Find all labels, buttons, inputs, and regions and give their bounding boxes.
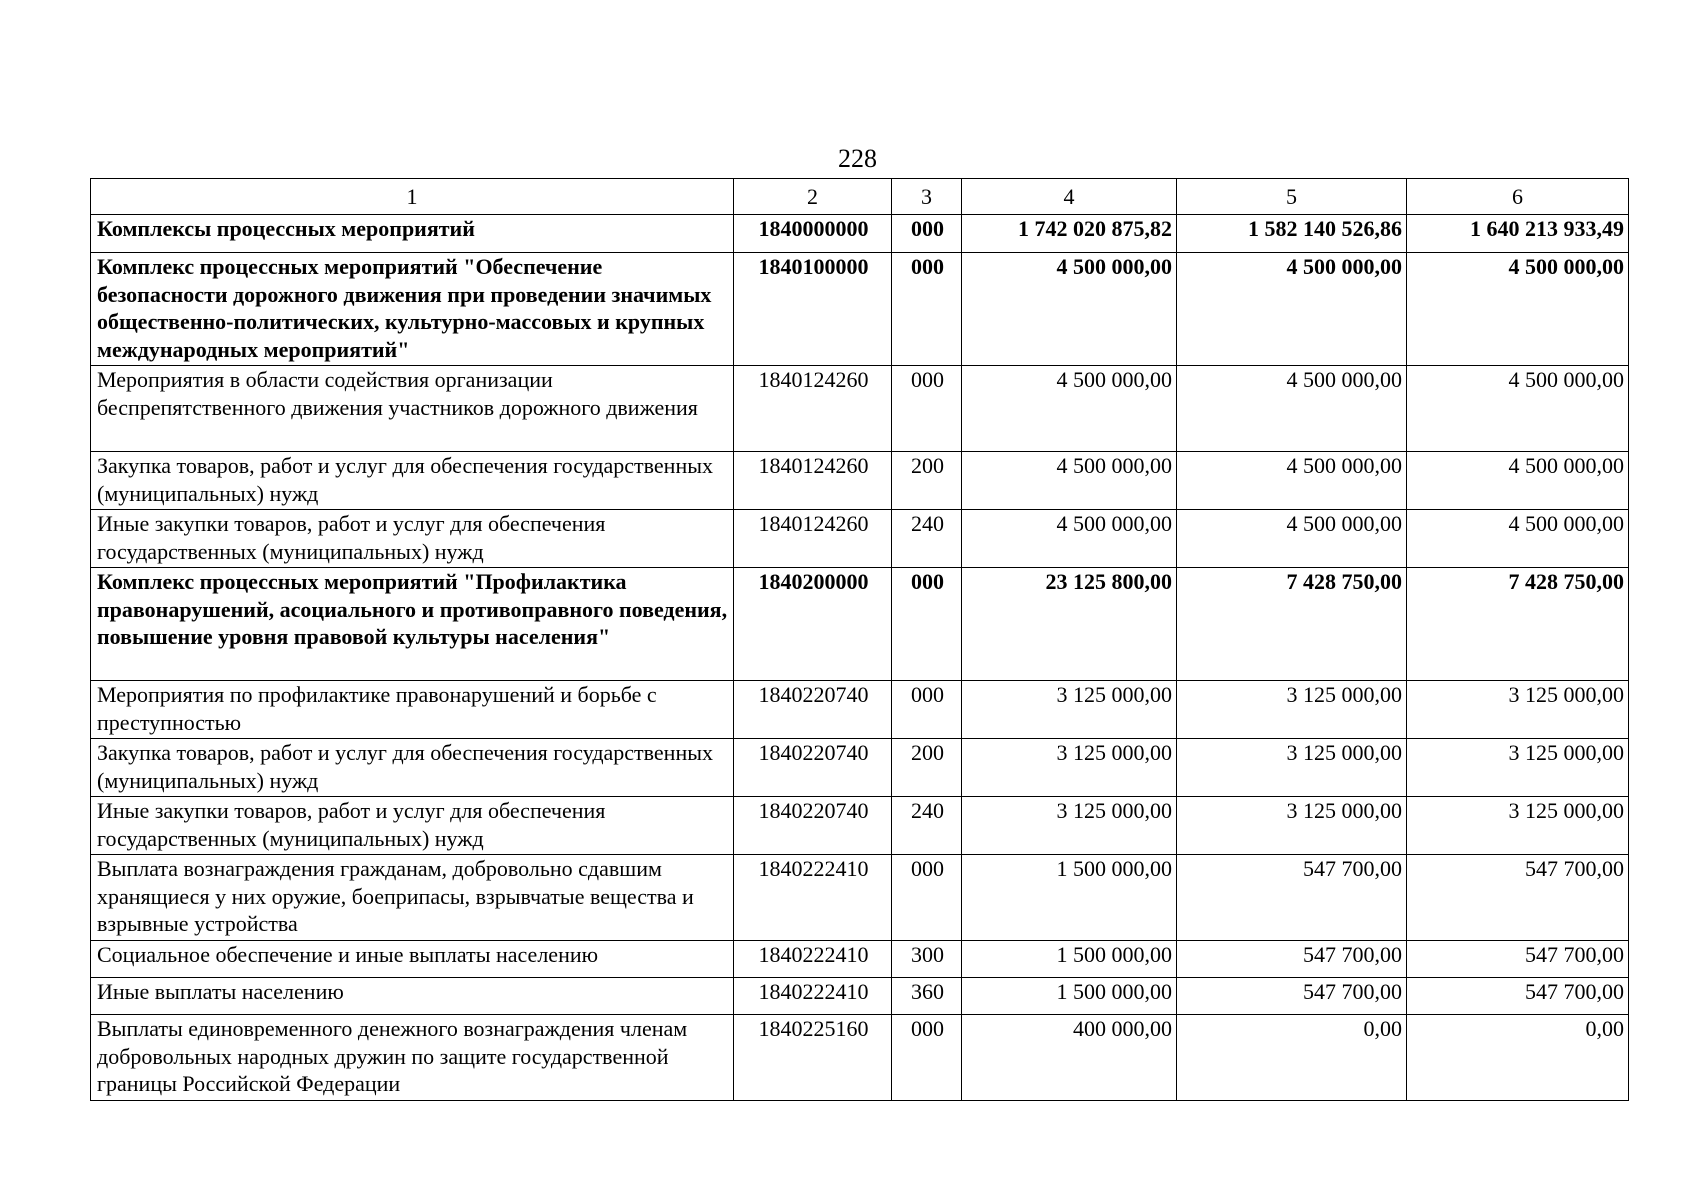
table-header-row (91, 179, 1629, 215)
page-number: 228 (838, 144, 877, 173)
row-value-col6: 4 500 000,00 (1407, 253, 1629, 366)
row-name: Иные закупки товаров, работ и услуг для обеспечения государственных (муниципальных) нужд (91, 797, 734, 855)
row-name: Комплекс процессных мероприятий "Обеспечение безопасности дорожного движения при проведении значимых общественно-политических, культурно-массовых и крупных международных мероприятий" (91, 253, 734, 366)
row-value-col4: 3 125 000,00 (962, 681, 1177, 739)
row-value-col5: 4 500 000,00 (1177, 366, 1407, 452)
column-header: 4 (962, 179, 1177, 215)
row-value-col4: 4 500 000,00 (962, 253, 1177, 366)
table-row (91, 978, 1629, 1015)
row-value-col4: 3 125 000,00 (962, 739, 1177, 797)
row-value-col4: 4 500 000,00 (962, 452, 1177, 510)
row-value-col5: 4 500 000,00 (1177, 452, 1407, 510)
row-type: 000 (892, 568, 962, 681)
table-row (91, 568, 1629, 681)
row-name: Иные выплаты населению (91, 978, 734, 1015)
row-code: 1840220740 (734, 739, 892, 797)
row-value-col4: 400 000,00 (962, 1015, 1177, 1101)
row-value-col5: 3 125 000,00 (1177, 681, 1407, 739)
row-value-col4: 23 125 800,00 (962, 568, 1177, 681)
row-name: Мероприятия по профилактике правонарушений и борьбе с преступностью (91, 681, 734, 739)
row-name: Мероприятия в области содействия организации беспрепятственного движения участников дорожного движения (91, 366, 734, 452)
column-header: 2 (734, 179, 892, 215)
row-code: 1840225160 (734, 1015, 892, 1101)
column-header: 3 (892, 179, 962, 215)
row-value-col6: 4 500 000,00 (1407, 510, 1629, 568)
row-type: 360 (892, 978, 962, 1015)
row-value-col4: 1 500 000,00 (962, 978, 1177, 1015)
column-header: 5 (1177, 179, 1407, 215)
row-value-col6: 4 500 000,00 (1407, 452, 1629, 510)
table-row (91, 215, 1629, 253)
row-type: 000 (892, 215, 962, 253)
table-row (91, 253, 1629, 366)
row-type: 200 (892, 452, 962, 510)
row-value-col4: 1 500 000,00 (962, 855, 1177, 941)
row-code: 1840220740 (734, 797, 892, 855)
table-row (91, 739, 1629, 797)
row-value-col6: 547 700,00 (1407, 978, 1629, 1015)
table-row (91, 1015, 1629, 1101)
row-type: 200 (892, 739, 962, 797)
table-row (91, 855, 1629, 941)
row-name: Выплаты единовременного денежного вознаграждения членам добровольных народных дружин по защите государственной границы Российской Федерации (91, 1015, 734, 1101)
row-name: Комплекс процессных мероприятий "Профилактика правонарушений, асоциального и противоправного поведения, повышение уровня правовой культуры населения" (91, 568, 734, 681)
row-value-col6: 0,00 (1407, 1015, 1629, 1101)
row-code: 1840200000 (734, 568, 892, 681)
row-value-col6: 1 640 213 933,49 (1407, 215, 1629, 253)
row-code: 1840222410 (734, 855, 892, 941)
row-value-col5: 0,00 (1177, 1015, 1407, 1101)
row-value-col6: 547 700,00 (1407, 941, 1629, 978)
row-code: 1840124260 (734, 452, 892, 510)
row-name: Выплата вознаграждения гражданам, добровольно сдавшим хранящиеся у них оружие, боеприпасы, взрывчатые вещества и взрывные устройства (91, 855, 734, 941)
row-value-col6: 7 428 750,00 (1407, 568, 1629, 681)
row-name: Закупка товаров, работ и услуг для обеспечения государственных (муниципальных) нужд (91, 739, 734, 797)
row-code: 1840124260 (734, 366, 892, 452)
row-value-col6: 547 700,00 (1407, 855, 1629, 941)
row-code: 1840220740 (734, 681, 892, 739)
row-code: 1840000000 (734, 215, 892, 253)
row-type: 240 (892, 797, 962, 855)
row-name: Социальное обеспечение и иные выплаты населению (91, 941, 734, 978)
row-value-col4: 1 742 020 875,82 (962, 215, 1177, 253)
row-value-col4: 3 125 000,00 (962, 797, 1177, 855)
table-row (91, 452, 1629, 510)
table-row (91, 797, 1629, 855)
row-value-col5: 4 500 000,00 (1177, 253, 1407, 366)
row-name: Закупка товаров, работ и услуг для обеспечения государственных (муниципальных) нужд (91, 452, 734, 510)
row-value-col6: 3 125 000,00 (1407, 681, 1629, 739)
row-value-col4: 4 500 000,00 (962, 510, 1177, 568)
row-code: 1840124260 (734, 510, 892, 568)
row-value-col6: 3 125 000,00 (1407, 739, 1629, 797)
row-name: Комплексы процессных мероприятий (91, 215, 734, 253)
row-type: 000 (892, 855, 962, 941)
row-value-col4: 1 500 000,00 (962, 941, 1177, 978)
row-type: 300 (892, 941, 962, 978)
row-code: 1840100000 (734, 253, 892, 366)
row-value-col5: 7 428 750,00 (1177, 568, 1407, 681)
row-code: 1840222410 (734, 978, 892, 1015)
row-value-col5: 547 700,00 (1177, 941, 1407, 978)
row-type: 000 (892, 681, 962, 739)
table-row (91, 366, 1629, 452)
row-name: Иные закупки товаров, работ и услуг для обеспечения государственных (муниципальных) нужд (91, 510, 734, 568)
row-value-col5: 3 125 000,00 (1177, 739, 1407, 797)
row-value-col6: 3 125 000,00 (1407, 797, 1629, 855)
table-row (91, 510, 1629, 568)
column-header: 6 (1407, 179, 1629, 215)
row-value-col5: 1 582 140 526,86 (1177, 215, 1407, 253)
table-row (91, 941, 1629, 978)
row-value-col5: 547 700,00 (1177, 978, 1407, 1015)
row-code: 1840222410 (734, 941, 892, 978)
budget-table (90, 178, 1629, 1101)
row-type: 000 (892, 253, 962, 366)
row-value-col5: 4 500 000,00 (1177, 510, 1407, 568)
row-value-col5: 3 125 000,00 (1177, 797, 1407, 855)
column-header: 1 (91, 179, 734, 215)
row-value-col6: 4 500 000,00 (1407, 366, 1629, 452)
row-type: 000 (892, 1015, 962, 1101)
row-value-col4: 4 500 000,00 (962, 366, 1177, 452)
table-row (91, 681, 1629, 739)
row-type: 000 (892, 366, 962, 452)
row-type: 240 (892, 510, 962, 568)
row-value-col5: 547 700,00 (1177, 855, 1407, 941)
